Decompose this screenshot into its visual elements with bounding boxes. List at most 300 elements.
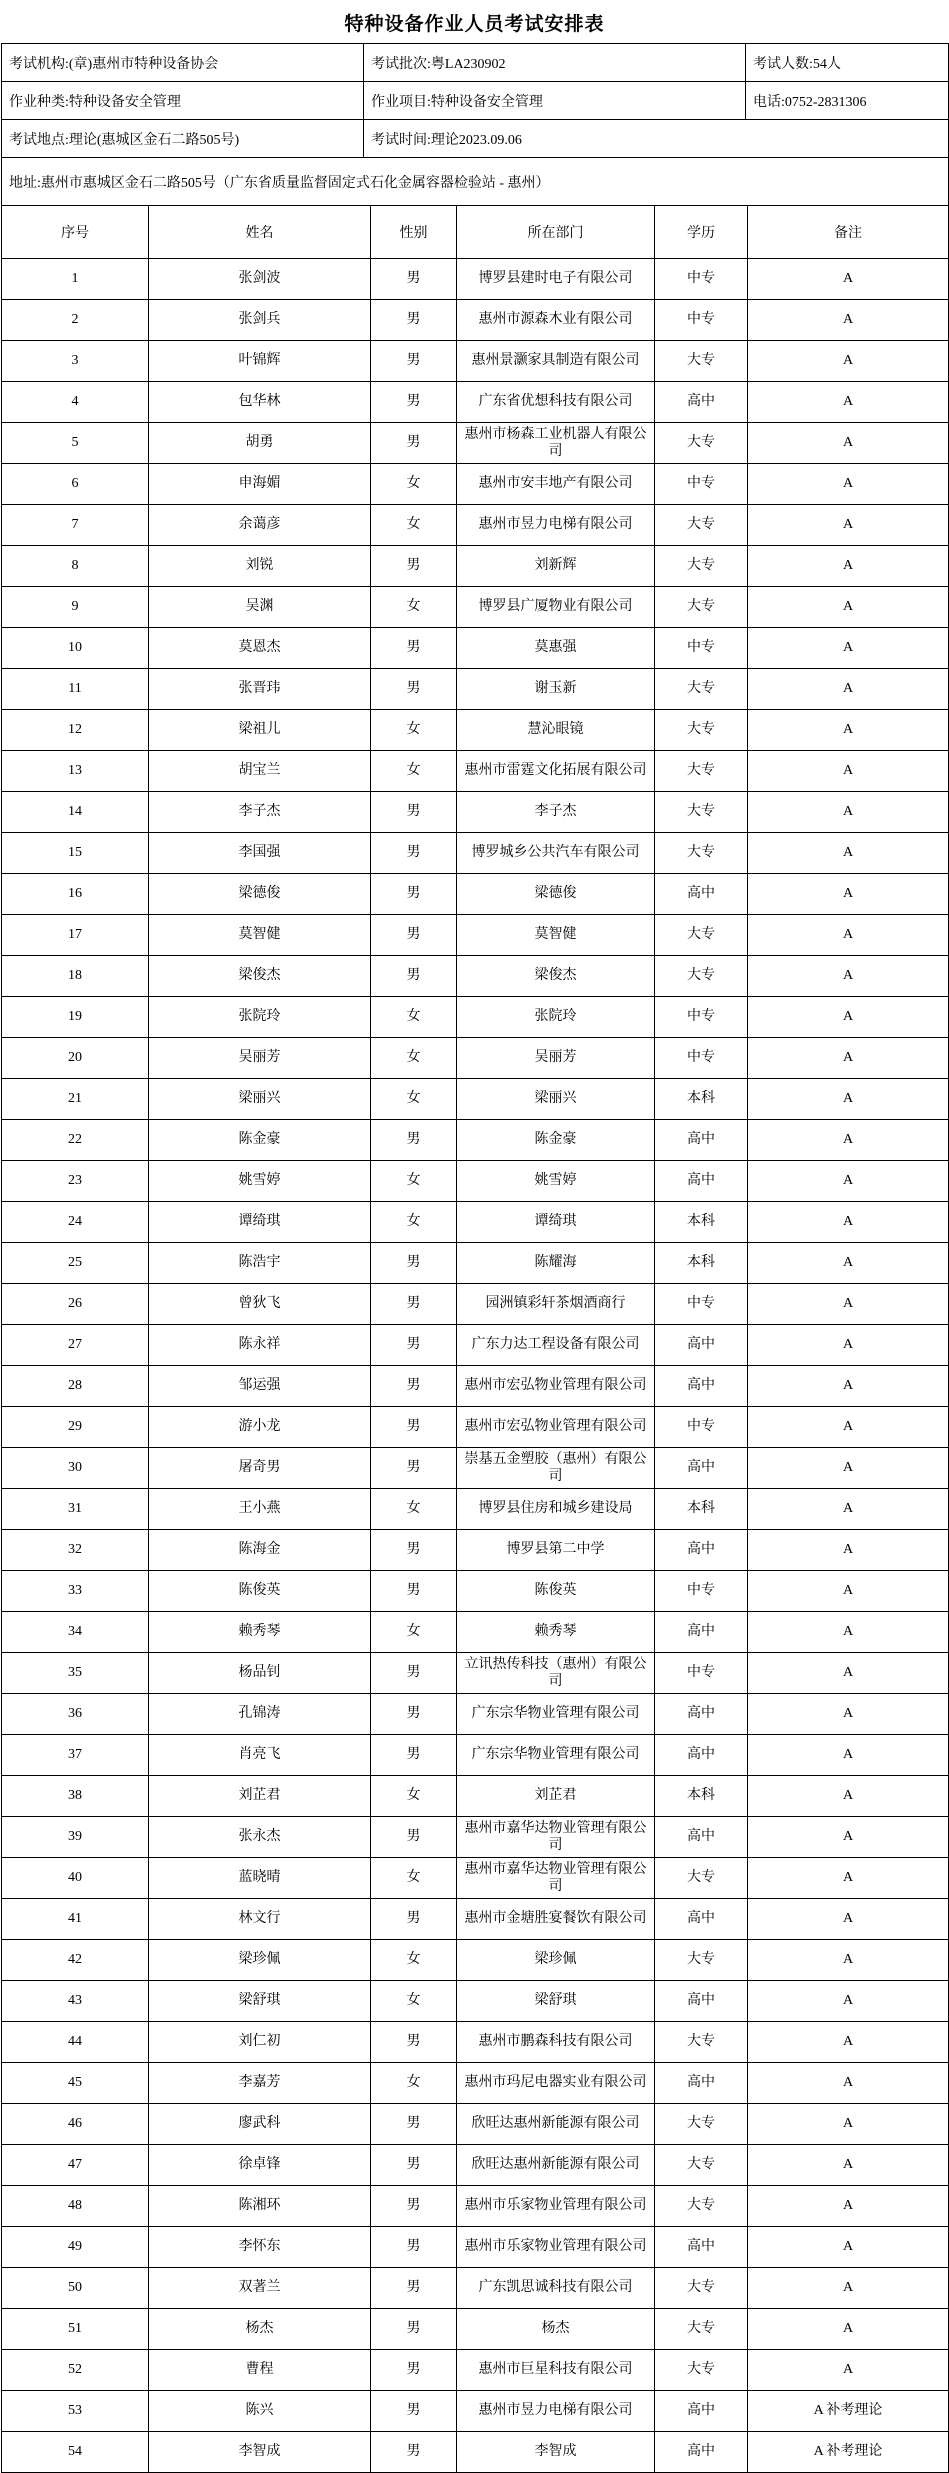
cell-remark: A bbox=[748, 1202, 949, 1243]
cell-gender: 女 bbox=[371, 1202, 457, 1243]
cell-education: 大专 bbox=[655, 751, 748, 792]
cell-gender: 男 bbox=[371, 2350, 457, 2391]
cell-gender: 男 bbox=[371, 1694, 457, 1735]
table-row bbox=[2, 1981, 949, 2022]
cell-education: 高中 bbox=[655, 382, 748, 423]
cell-name: 林文行 bbox=[149, 1899, 371, 1940]
cell-no: 18 bbox=[2, 956, 149, 997]
cell-dept: 吴丽芳 bbox=[457, 1038, 655, 1079]
cell-dept: 谭绮琪 bbox=[457, 1202, 655, 1243]
cell-gender: 男 bbox=[371, 1653, 457, 1694]
cell-no: 50 bbox=[2, 2268, 149, 2309]
cell-no: 39 bbox=[2, 1817, 149, 1858]
cell-remark: A bbox=[748, 1120, 949, 1161]
page-title: 特种设备作业人员考试安排表 bbox=[344, 14, 605, 35]
cell-remark: A bbox=[748, 1530, 949, 1571]
cell-dept: 刘芷君 bbox=[457, 1776, 655, 1817]
cell-name: 刘锐 bbox=[149, 546, 371, 587]
cell-name: 张晋玮 bbox=[149, 669, 371, 710]
cell-remark: A bbox=[748, 300, 949, 341]
cell-name: 双著兰 bbox=[149, 2268, 371, 2309]
table-row bbox=[2, 546, 949, 587]
cell-education: 本科 bbox=[655, 1079, 748, 1120]
table-row bbox=[2, 669, 949, 710]
cell-remark: A bbox=[748, 1981, 949, 2022]
table-row bbox=[2, 1038, 949, 1079]
table-row bbox=[2, 915, 949, 956]
cell-education: 大专 bbox=[655, 956, 748, 997]
cell-name: 梁德俊 bbox=[149, 874, 371, 915]
cell-dept: 梁丽兴 bbox=[457, 1079, 655, 1120]
table-row bbox=[2, 2432, 949, 2473]
cell-education: 大专 bbox=[655, 341, 748, 382]
cell-dept: 惠州市乐家物业管理有限公司 bbox=[457, 2227, 655, 2268]
cell-name: 王小燕 bbox=[149, 1489, 371, 1530]
cell-education: 大专 bbox=[655, 669, 748, 710]
cell-dept: 梁俊杰 bbox=[457, 956, 655, 997]
cell-no: 24 bbox=[2, 1202, 149, 1243]
cell-name: 刘仁初 bbox=[149, 2022, 371, 2063]
table-row bbox=[2, 2227, 949, 2268]
cell-name: 姚雪婷 bbox=[149, 1161, 371, 1202]
cell-education: 高中 bbox=[655, 1735, 748, 1776]
cell-remark: A bbox=[748, 1653, 949, 1694]
table-row bbox=[2, 1817, 949, 1858]
cell-name: 谭绮琪 bbox=[149, 1202, 371, 1243]
cell-remark: A bbox=[748, 1325, 949, 1366]
table-row bbox=[2, 874, 949, 915]
cell-name: 曹程 bbox=[149, 2350, 371, 2391]
cell-remark: A bbox=[748, 2309, 949, 2350]
table-row bbox=[2, 1776, 949, 1817]
cell-education: 中专 bbox=[655, 997, 748, 1038]
cell-name: 张剑兵 bbox=[149, 300, 371, 341]
cell-gender: 男 bbox=[371, 874, 457, 915]
cell-name: 梁丽兴 bbox=[149, 1079, 371, 1120]
cell-name: 杨杰 bbox=[149, 2309, 371, 2350]
cell-education: 大专 bbox=[655, 1940, 748, 1981]
cell-education: 高中 bbox=[655, 1981, 748, 2022]
cell-gender: 男 bbox=[371, 341, 457, 382]
cell-gender: 男 bbox=[371, 2186, 457, 2227]
cell-no: 28 bbox=[2, 1366, 149, 1407]
cell-dept: 惠州市安丰地产有限公司 bbox=[457, 464, 655, 505]
cell-gender: 女 bbox=[371, 587, 457, 628]
cell-gender: 男 bbox=[371, 2391, 457, 2432]
col-header-dept: 所在部门 bbox=[457, 206, 655, 259]
cell-remark: A bbox=[748, 710, 949, 751]
cell-no: 36 bbox=[2, 1694, 149, 1735]
table-row bbox=[2, 1161, 949, 1202]
cell-education: 大专 bbox=[655, 915, 748, 956]
cell-gender: 男 bbox=[371, 259, 457, 300]
cell-remark: A bbox=[748, 2227, 949, 2268]
cell-name: 莫智健 bbox=[149, 915, 371, 956]
cell-no: 14 bbox=[2, 792, 149, 833]
table-row bbox=[2, 382, 949, 423]
cell-education: 高中 bbox=[655, 1612, 748, 1653]
cell-gender: 女 bbox=[371, 1940, 457, 1981]
cell-no: 48 bbox=[2, 2186, 149, 2227]
table-row bbox=[2, 1079, 949, 1120]
cell-education: 中专 bbox=[655, 628, 748, 669]
cell-education: 中专 bbox=[655, 1284, 748, 1325]
exam-batch: 考试批次:粤LA230902 bbox=[364, 44, 746, 82]
cell-dept: 梁珍佩 bbox=[457, 1940, 655, 1981]
cell-name: 刘芷君 bbox=[149, 1776, 371, 1817]
cell-name: 梁俊杰 bbox=[149, 956, 371, 997]
cell-remark: A bbox=[748, 1858, 949, 1899]
cell-dept: 惠州景灏家具制造有限公司 bbox=[457, 341, 655, 382]
cell-gender: 男 bbox=[371, 1571, 457, 1612]
table-row bbox=[2, 587, 949, 628]
cell-gender: 男 bbox=[371, 669, 457, 710]
exam-count: 考试人数:54人 bbox=[746, 44, 949, 82]
cell-gender: 女 bbox=[371, 464, 457, 505]
cell-dept: 莫惠强 bbox=[457, 628, 655, 669]
cell-no: 7 bbox=[2, 505, 149, 546]
cell-remark: A bbox=[748, 833, 949, 874]
cell-no: 26 bbox=[2, 1284, 149, 1325]
phone: 电话:0752-2831306 bbox=[746, 82, 949, 120]
cell-name: 余蔼彦 bbox=[149, 505, 371, 546]
cell-name: 陈金豪 bbox=[149, 1120, 371, 1161]
cell-gender: 男 bbox=[371, 1407, 457, 1448]
cell-no: 53 bbox=[2, 2391, 149, 2432]
cell-remark: A 补考理论 bbox=[748, 2432, 949, 2473]
candidate-table-header bbox=[2, 206, 949, 259]
cell-remark: A bbox=[748, 2022, 949, 2063]
cell-education: 中专 bbox=[655, 1653, 748, 1694]
cell-dept: 崇基五金塑胶（惠州）有限公司 bbox=[457, 1448, 655, 1489]
cell-remark: A bbox=[748, 546, 949, 587]
cell-remark: A bbox=[748, 2063, 949, 2104]
cell-gender: 男 bbox=[371, 546, 457, 587]
cell-education: 高中 bbox=[655, 2432, 748, 2473]
cell-education: 高中 bbox=[655, 1366, 748, 1407]
cell-name: 张永杰 bbox=[149, 1817, 371, 1858]
table-row bbox=[2, 259, 949, 300]
cell-gender: 男 bbox=[371, 628, 457, 669]
cell-name: 曾狄飞 bbox=[149, 1284, 371, 1325]
cell-education: 大专 bbox=[655, 2350, 748, 2391]
cell-name: 陈湘环 bbox=[149, 2186, 371, 2227]
cell-dept: 杨杰 bbox=[457, 2309, 655, 2350]
cell-gender: 女 bbox=[371, 1981, 457, 2022]
cell-no: 47 bbox=[2, 2145, 149, 2186]
cell-gender: 男 bbox=[371, 2022, 457, 2063]
cell-remark: A bbox=[748, 1735, 949, 1776]
cell-dept: 广东省优想科技有限公司 bbox=[457, 382, 655, 423]
cell-dept: 惠州市源森木业有限公司 bbox=[457, 300, 655, 341]
cell-remark: A bbox=[748, 2350, 949, 2391]
cell-remark: A bbox=[748, 423, 949, 464]
cell-remark: A bbox=[748, 1571, 949, 1612]
cell-dept: 惠州市宏弘物业管理有限公司 bbox=[457, 1407, 655, 1448]
cell-no: 34 bbox=[2, 1612, 149, 1653]
cell-dept: 博罗城乡公共汽车有限公司 bbox=[457, 833, 655, 874]
cell-no: 15 bbox=[2, 833, 149, 874]
cell-name: 莫恩杰 bbox=[149, 628, 371, 669]
cell-education: 高中 bbox=[655, 1899, 748, 1940]
cell-no: 21 bbox=[2, 1079, 149, 1120]
cell-dept: 陈耀海 bbox=[457, 1243, 655, 1284]
candidate-table bbox=[1, 205, 949, 2473]
cell-no: 54 bbox=[2, 2432, 149, 2473]
cell-no: 31 bbox=[2, 1489, 149, 1530]
cell-no: 8 bbox=[2, 546, 149, 587]
cell-education: 大专 bbox=[655, 2022, 748, 2063]
cell-no: 23 bbox=[2, 1161, 149, 1202]
cell-dept: 惠州市金塘胜宴餐饮有限公司 bbox=[457, 1899, 655, 1940]
cell-dept: 惠州市嘉华达物业管理有限公司 bbox=[457, 1817, 655, 1858]
cell-gender: 女 bbox=[371, 997, 457, 1038]
cell-education: 中专 bbox=[655, 1571, 748, 1612]
cell-remark: A bbox=[748, 1612, 949, 1653]
cell-education: 大专 bbox=[655, 546, 748, 587]
cell-education: 高中 bbox=[655, 874, 748, 915]
cell-name: 廖武科 bbox=[149, 2104, 371, 2145]
cell-dept: 莫智健 bbox=[457, 915, 655, 956]
cell-remark: A bbox=[748, 1284, 949, 1325]
cell-name: 梁祖儿 bbox=[149, 710, 371, 751]
cell-no: 35 bbox=[2, 1653, 149, 1694]
cell-education: 大专 bbox=[655, 2145, 748, 2186]
cell-gender: 男 bbox=[371, 300, 457, 341]
table-row bbox=[2, 628, 949, 669]
info-row-4 bbox=[2, 158, 949, 206]
cell-gender: 男 bbox=[371, 2145, 457, 2186]
cell-gender: 女 bbox=[371, 1038, 457, 1079]
cell-no: 38 bbox=[2, 1776, 149, 1817]
cell-education: 中专 bbox=[655, 1407, 748, 1448]
cell-remark: A bbox=[748, 1407, 949, 1448]
cell-no: 11 bbox=[2, 669, 149, 710]
cell-gender: 男 bbox=[371, 792, 457, 833]
cell-no: 42 bbox=[2, 1940, 149, 1981]
work-category: 作业种类:特种设备安全管理 bbox=[2, 82, 364, 120]
table-row bbox=[2, 751, 949, 792]
cell-remark: A bbox=[748, 1694, 949, 1735]
cell-no: 2 bbox=[2, 300, 149, 341]
cell-remark: A 补考理论 bbox=[748, 2391, 949, 2432]
info-row-3 bbox=[2, 120, 949, 158]
cell-remark: A bbox=[748, 2104, 949, 2145]
cell-dept: 惠州市昱力电梯有限公司 bbox=[457, 2391, 655, 2432]
table-row bbox=[2, 1694, 949, 1735]
cell-no: 27 bbox=[2, 1325, 149, 1366]
cell-dept: 惠州市雷霆文化拓展有限公司 bbox=[457, 751, 655, 792]
col-header-education: 学历 bbox=[655, 206, 748, 259]
cell-remark: A bbox=[748, 751, 949, 792]
cell-education: 中专 bbox=[655, 259, 748, 300]
table-row bbox=[2, 2104, 949, 2145]
cell-gender: 男 bbox=[371, 2432, 457, 2473]
cell-name: 肖亮飞 bbox=[149, 1735, 371, 1776]
cell-gender: 男 bbox=[371, 423, 457, 464]
cell-gender: 男 bbox=[371, 1735, 457, 1776]
table-row bbox=[2, 1653, 949, 1694]
cell-no: 29 bbox=[2, 1407, 149, 1448]
cell-education: 中专 bbox=[655, 464, 748, 505]
table-row bbox=[2, 792, 949, 833]
table-row bbox=[2, 2391, 949, 2432]
cell-gender: 女 bbox=[371, 1161, 457, 1202]
cell-no: 5 bbox=[2, 423, 149, 464]
cell-dept: 惠州市鹏森科技有限公司 bbox=[457, 2022, 655, 2063]
cell-education: 高中 bbox=[655, 1694, 748, 1735]
cell-dept: 赖秀琴 bbox=[457, 1612, 655, 1653]
cell-no: 3 bbox=[2, 341, 149, 382]
cell-dept: 惠州市巨星科技有限公司 bbox=[457, 2350, 655, 2391]
table-row bbox=[2, 833, 949, 874]
cell-no: 37 bbox=[2, 1735, 149, 1776]
table-row bbox=[2, 1489, 949, 1530]
cell-no: 13 bbox=[2, 751, 149, 792]
cell-gender: 男 bbox=[371, 2104, 457, 2145]
table-row bbox=[2, 423, 949, 464]
exam-time: 考试时间:理论2023.09.06 bbox=[364, 120, 949, 158]
cell-dept: 梁舒琪 bbox=[457, 1981, 655, 2022]
cell-name: 胡宝兰 bbox=[149, 751, 371, 792]
cell-name: 游小龙 bbox=[149, 1407, 371, 1448]
cell-education: 大专 bbox=[655, 792, 748, 833]
exam-org: 考试机构:(章)惠州市特种设备协会 bbox=[2, 44, 364, 82]
exam-info-table bbox=[1, 43, 949, 206]
cell-education: 本科 bbox=[655, 1489, 748, 1530]
cell-no: 17 bbox=[2, 915, 149, 956]
cell-education: 大专 bbox=[655, 587, 748, 628]
cell-gender: 男 bbox=[371, 2227, 457, 2268]
cell-education: 大专 bbox=[655, 2268, 748, 2309]
table-row bbox=[2, 2268, 949, 2309]
table-row bbox=[2, 2350, 949, 2391]
cell-remark: A bbox=[748, 1038, 949, 1079]
cell-education: 大专 bbox=[655, 2186, 748, 2227]
table-row bbox=[2, 997, 949, 1038]
cell-no: 19 bbox=[2, 997, 149, 1038]
cell-gender: 女 bbox=[371, 1612, 457, 1653]
cell-dept: 广东力达工程设备有限公司 bbox=[457, 1325, 655, 1366]
cell-remark: A bbox=[748, 2145, 949, 2186]
cell-name: 张院玲 bbox=[149, 997, 371, 1038]
cell-dept: 惠州市昱力电梯有限公司 bbox=[457, 505, 655, 546]
cell-dept: 张院玲 bbox=[457, 997, 655, 1038]
cell-gender: 男 bbox=[371, 2309, 457, 2350]
cell-education: 中专 bbox=[655, 1038, 748, 1079]
cell-remark: A bbox=[748, 259, 949, 300]
cell-education: 中专 bbox=[655, 300, 748, 341]
info-row-2 bbox=[2, 82, 949, 120]
table-row bbox=[2, 2309, 949, 2350]
table-row bbox=[2, 464, 949, 505]
cell-education: 大专 bbox=[655, 710, 748, 751]
cell-gender: 男 bbox=[371, 956, 457, 997]
cell-no: 22 bbox=[2, 1120, 149, 1161]
cell-education: 大专 bbox=[655, 1858, 748, 1899]
table-row bbox=[2, 2145, 949, 2186]
col-header-name: 姓名 bbox=[149, 206, 371, 259]
cell-name: 叶锦辉 bbox=[149, 341, 371, 382]
table-row bbox=[2, 1448, 949, 1489]
cell-dept: 博罗县广厦物业有限公司 bbox=[457, 587, 655, 628]
table-row bbox=[2, 1899, 949, 1940]
cell-name: 包华林 bbox=[149, 382, 371, 423]
table-row bbox=[2, 1325, 949, 1366]
cell-no: 30 bbox=[2, 1448, 149, 1489]
cell-name: 邹运强 bbox=[149, 1366, 371, 1407]
cell-gender: 女 bbox=[371, 710, 457, 751]
cell-name: 陈永祥 bbox=[149, 1325, 371, 1366]
cell-name: 吴渊 bbox=[149, 587, 371, 628]
cell-dept: 立讯热传科技（惠州）有限公司 bbox=[457, 1653, 655, 1694]
cell-no: 52 bbox=[2, 2350, 149, 2391]
cell-remark: A bbox=[748, 505, 949, 546]
cell-education: 高中 bbox=[655, 1325, 748, 1366]
cell-dept: 欣旺达惠州新能源有限公司 bbox=[457, 2104, 655, 2145]
cell-dept: 陈俊英 bbox=[457, 1571, 655, 1612]
cell-name: 胡勇 bbox=[149, 423, 371, 464]
cell-name: 杨品钊 bbox=[149, 1653, 371, 1694]
cell-dept: 陈金豪 bbox=[457, 1120, 655, 1161]
cell-name: 孔锦涛 bbox=[149, 1694, 371, 1735]
cell-gender: 女 bbox=[371, 751, 457, 792]
cell-no: 44 bbox=[2, 2022, 149, 2063]
col-header-gender: 性别 bbox=[371, 206, 457, 259]
cell-no: 33 bbox=[2, 1571, 149, 1612]
cell-remark: A bbox=[748, 874, 949, 915]
cell-education: 高中 bbox=[655, 2227, 748, 2268]
table-row bbox=[2, 710, 949, 751]
cell-gender: 男 bbox=[371, 2268, 457, 2309]
table-row bbox=[2, 505, 949, 546]
cell-name: 陈兴 bbox=[149, 2391, 371, 2432]
cell-education: 高中 bbox=[655, 2063, 748, 2104]
cell-remark: A bbox=[748, 915, 949, 956]
cell-no: 25 bbox=[2, 1243, 149, 1284]
cell-education: 高中 bbox=[655, 1120, 748, 1161]
cell-name: 徐卓锋 bbox=[149, 2145, 371, 2186]
table-row bbox=[2, 2186, 949, 2227]
table-row bbox=[2, 341, 949, 382]
cell-name: 陈浩宇 bbox=[149, 1243, 371, 1284]
cell-gender: 女 bbox=[371, 1079, 457, 1120]
cell-remark: A bbox=[748, 628, 949, 669]
cell-remark: A bbox=[748, 1243, 949, 1284]
cell-gender: 男 bbox=[371, 1120, 457, 1161]
cell-gender: 男 bbox=[371, 1899, 457, 1940]
table-row bbox=[2, 1612, 949, 1653]
cell-remark: A bbox=[748, 464, 949, 505]
cell-remark: A bbox=[748, 1366, 949, 1407]
cell-no: 41 bbox=[2, 1899, 149, 1940]
cell-dept: 园洲镇彩轩茶烟酒商行 bbox=[457, 1284, 655, 1325]
table-row bbox=[2, 956, 949, 997]
cell-remark: A bbox=[748, 669, 949, 710]
cell-gender: 男 bbox=[371, 1817, 457, 1858]
cell-dept: 欣旺达惠州新能源有限公司 bbox=[457, 2145, 655, 2186]
cell-remark: A bbox=[748, 1817, 949, 1858]
cell-gender: 男 bbox=[371, 1243, 457, 1284]
cell-education: 高中 bbox=[655, 1448, 748, 1489]
table-row bbox=[2, 1202, 949, 1243]
cell-education: 大专 bbox=[655, 2104, 748, 2145]
cell-name: 李智成 bbox=[149, 2432, 371, 2473]
cell-education: 大专 bbox=[655, 423, 748, 464]
cell-remark: A bbox=[748, 2186, 949, 2227]
work-project: 作业项目:特种设备安全管理 bbox=[364, 82, 746, 120]
cell-name: 张剑波 bbox=[149, 259, 371, 300]
